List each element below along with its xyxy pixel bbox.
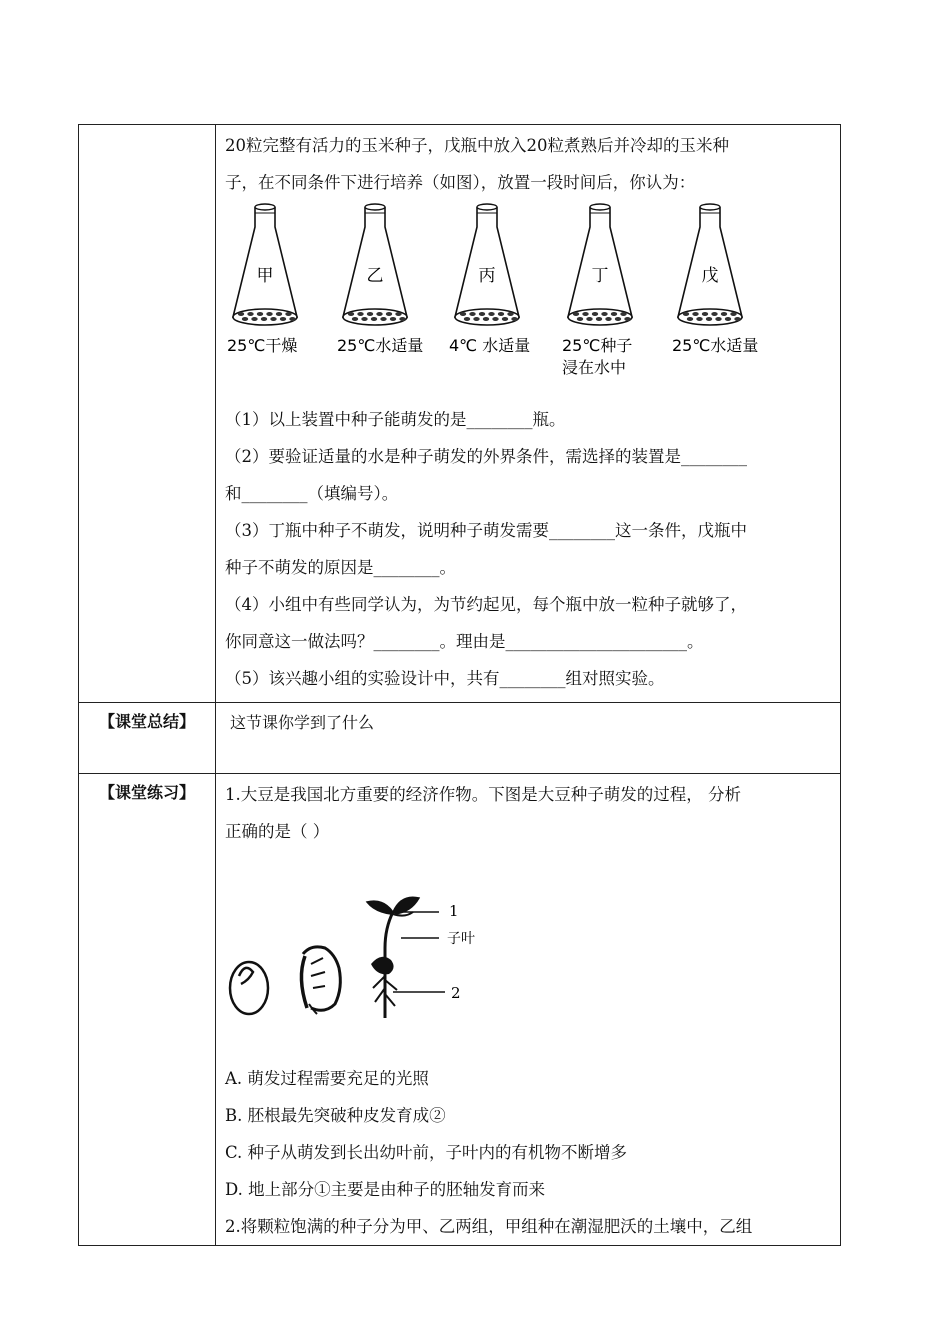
- flask-name: 戊: [701, 266, 719, 286]
- seed-dot: [734, 317, 740, 321]
- seed-dot: [399, 317, 405, 321]
- seed-dot: [511, 317, 517, 321]
- flask-body: [455, 207, 519, 317]
- seed-dot: [573, 312, 579, 316]
- fig-label-cotyledon: 子叶: [447, 931, 475, 947]
- practice-row: [79, 774, 841, 1246]
- question-line: （5）该兴趣小组的实验设计中，共有________组对照实验。: [225, 669, 665, 688]
- flask-base: [455, 309, 519, 325]
- seed-dot: [620, 312, 626, 316]
- seed-dot: [376, 312, 382, 316]
- seed-dot: [473, 317, 479, 321]
- option-a: A. 萌发过程需要充足的光照: [225, 1069, 429, 1088]
- option-d: D. 地上部分①主要是由种子的胚轴发育而来: [225, 1180, 546, 1199]
- flask-4: [562, 204, 632, 377]
- q1-line-1: 1.大豆是我国北方重要的经济作物。下图是大豆种子萌发的过程， 分析: [225, 785, 741, 804]
- question-line: 种子不萌发的原因是________。: [225, 558, 456, 577]
- fig-label-1: 1: [449, 902, 459, 920]
- seed-dot: [386, 312, 392, 316]
- flask-base: [568, 309, 632, 325]
- flask-diagram: [225, 201, 845, 401]
- flask-condition-label-2: 浸在水中: [562, 358, 627, 377]
- flask-2: [337, 204, 423, 355]
- flask-base: [233, 309, 297, 325]
- seed-dot: [711, 312, 717, 316]
- q2-line-1: 2.将颗粒饱满的种子分为甲、乙两组，甲组种在潮湿肥沃的土壤中，乙组: [225, 1217, 753, 1236]
- flask-condition-label: 4℃ 水适量: [449, 336, 531, 355]
- seed-dot: [601, 312, 607, 316]
- seed-dot: [390, 317, 396, 321]
- flask-name: 乙: [366, 266, 384, 286]
- seed-dot: [715, 317, 721, 321]
- seed-dot: [488, 312, 494, 316]
- experiment-content-cell: [216, 125, 841, 703]
- seed-dot: [498, 312, 504, 316]
- seed-dot: [251, 317, 257, 321]
- flask-mouth: [590, 204, 610, 210]
- flask-base: [678, 309, 742, 325]
- q1-line-2: 正确的是（ ）: [225, 822, 330, 841]
- flask-name: 甲: [256, 266, 274, 286]
- question-line: （4）小组中有些同学认为，为节约起见，每个瓶中放一粒种子就够了，: [225, 595, 747, 614]
- option-b: B. 胚根最先突破种皮发育成②: [225, 1106, 446, 1125]
- flask-base: [343, 309, 407, 325]
- seed-dot: [725, 317, 731, 321]
- seed-dot: [367, 312, 373, 316]
- seed-dot: [721, 312, 727, 316]
- seed-dot: [483, 317, 489, 321]
- seed-dot: [696, 317, 702, 321]
- flask-mouth: [477, 204, 497, 210]
- flask-1: [227, 204, 297, 355]
- seed-dot: [280, 317, 286, 321]
- seed-dot: [380, 317, 386, 321]
- seed-dot: [285, 312, 291, 316]
- experiment-label-cell: [79, 125, 216, 703]
- seed-dot: [507, 312, 513, 316]
- question-line: （2）要验证适量的水是种子萌发的外界条件，需选择的装置是________: [225, 447, 747, 466]
- fig-label-2: 2: [451, 984, 461, 1002]
- summary-label: 【课堂总结】: [79, 703, 216, 774]
- soybean-germination-diagram: [225, 868, 525, 1018]
- flask-body: [233, 207, 297, 317]
- seed-dot: [270, 317, 276, 321]
- flask-condition-label: 25℃干燥: [227, 336, 298, 355]
- seed-dot: [492, 317, 498, 321]
- practice-content-cell: [216, 774, 841, 1246]
- summary-row: [79, 703, 841, 774]
- seed-dot: [502, 317, 508, 321]
- flask-condition-label: 25℃水适量: [337, 336, 424, 355]
- seed-dot: [352, 317, 358, 321]
- seed-dot: [371, 317, 377, 321]
- flask-body: [678, 207, 742, 317]
- flask-body: [343, 207, 407, 317]
- seed-dot: [692, 312, 698, 316]
- seed-dot: [289, 317, 295, 321]
- seed-dot: [348, 312, 354, 316]
- seed-dot: [582, 312, 588, 316]
- seed-dot: [276, 312, 282, 316]
- seed-dot: [242, 317, 248, 321]
- flask-mouth: [365, 204, 385, 210]
- seed-dot: [395, 312, 401, 316]
- question-line: 你同意这一做法吗？________。理由是______________________。: [225, 632, 704, 651]
- summary-text: 这节课你学到了什么: [230, 713, 375, 732]
- flask-name: 丙: [478, 266, 496, 286]
- flask-figure: [225, 201, 832, 401]
- seed-dot: [596, 317, 602, 321]
- seed-dot: [357, 312, 363, 316]
- seed-dot: [460, 312, 466, 316]
- soybean-figure: [225, 850, 832, 1060]
- seed-dot: [261, 317, 267, 321]
- seed-dot: [683, 312, 689, 316]
- sprouting-seed-drawing: [301, 947, 340, 1014]
- option-c: C. 种子从萌发到长出幼叶前，子叶内的有机物不断增多: [225, 1143, 628, 1162]
- flask-mouth: [700, 204, 720, 210]
- seed-dot: [611, 312, 617, 316]
- seed-dot: [464, 317, 470, 321]
- seed-dot: [577, 317, 583, 321]
- flask-mouth: [255, 204, 275, 210]
- flask-condition-label: 25℃水适量: [672, 336, 759, 355]
- flask-name: 丁: [591, 266, 609, 286]
- seedling-drawing: [367, 897, 445, 1018]
- seed-dot: [706, 317, 712, 321]
- question-line: （3）丁瓶中种子不萌发，说明种子萌发需要________这一条件，戊瓶中: [225, 521, 747, 540]
- seed-dot: [730, 312, 736, 316]
- worksheet-table: [78, 124, 841, 1246]
- seed-dot: [605, 317, 611, 321]
- practice-label: 【课堂练习】: [79, 774, 216, 1246]
- seed-dot: [257, 312, 263, 316]
- flask-body: [568, 207, 632, 317]
- flask-3: [449, 204, 530, 355]
- seed-drawing: [230, 962, 268, 1014]
- seed-dot: [238, 312, 244, 316]
- seed-dot: [247, 312, 253, 316]
- question-line: 和________（填编号）。: [225, 484, 399, 503]
- seed-dot: [615, 317, 621, 321]
- experiment-row: [79, 125, 841, 703]
- intro-line-1: 20粒完整有活力的玉米种子，戊瓶中放入20粒煮熟后并冷却的玉米种: [225, 136, 729, 155]
- seed-dot: [702, 312, 708, 316]
- seed-dot: [361, 317, 367, 321]
- seed-dot: [469, 312, 475, 316]
- seed-dot: [687, 317, 693, 321]
- seed-dot: [479, 312, 485, 316]
- question-line: （1）以上装置中种子能萌发的是________瓶。: [225, 410, 566, 429]
- question-list: [225, 401, 832, 697]
- seed-dot: [592, 312, 598, 316]
- seed-dot: [586, 317, 592, 321]
- flask-5: [672, 204, 758, 355]
- summary-content-cell: [216, 703, 841, 774]
- seed-dot: [266, 312, 272, 316]
- seed-dot: [624, 317, 630, 321]
- intro-line-2: 子，在不同条件下进行培养（如图），放置一段时间后，你认为：: [225, 173, 696, 192]
- flask-condition-label: 25℃种子: [562, 336, 633, 355]
